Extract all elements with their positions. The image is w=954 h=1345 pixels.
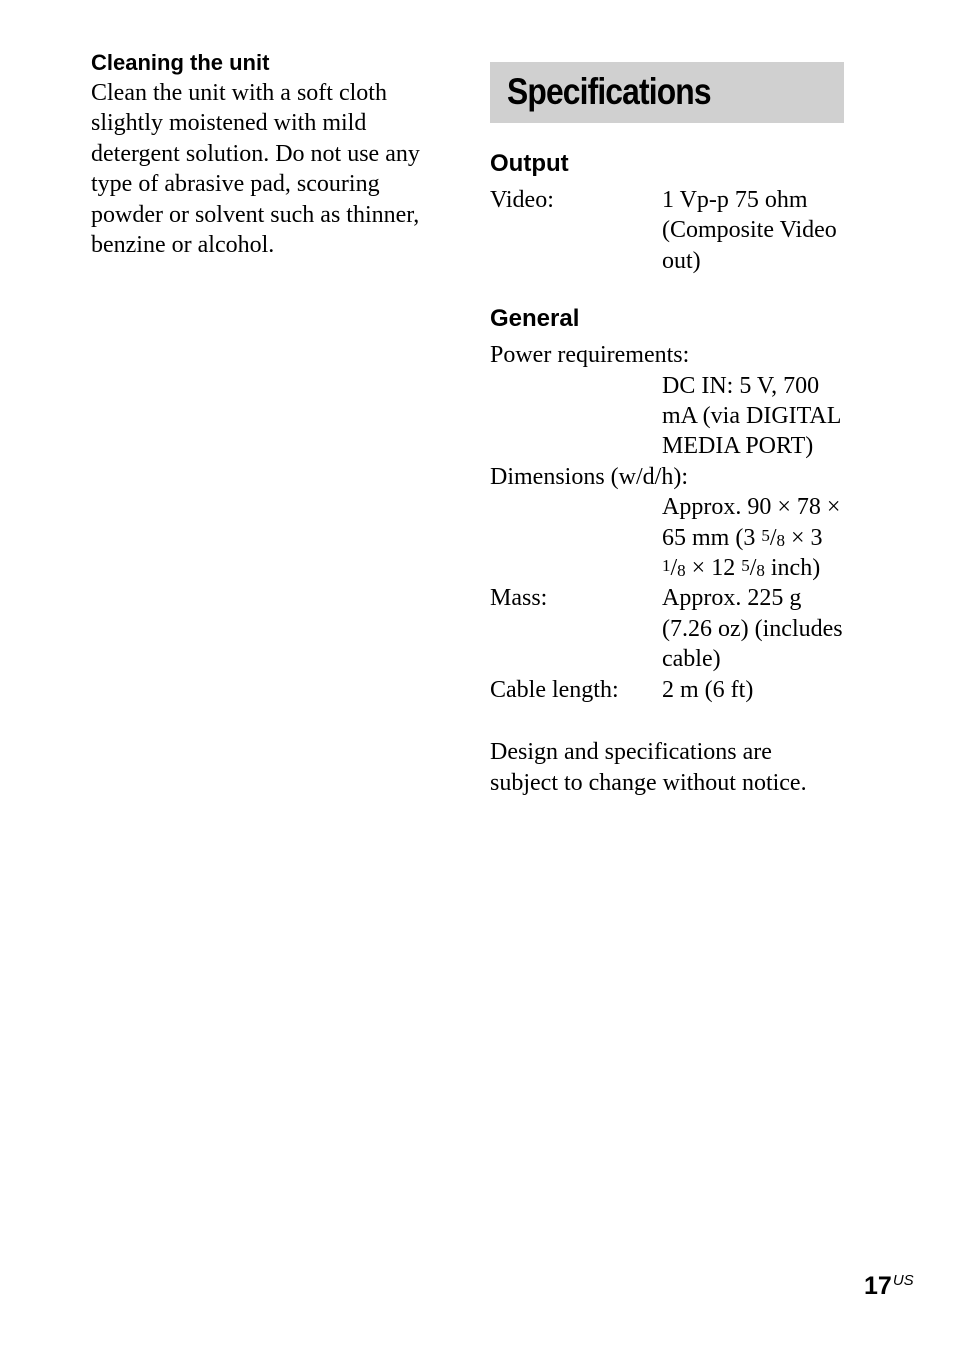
frac2-denominator: 8 [677, 561, 686, 581]
frac3-denominator: 8 [756, 561, 765, 581]
specifications-banner [490, 62, 844, 123]
dimensions-label: Dimensions (w/d/h): [490, 463, 688, 490]
dimensions-part2: × 3 [785, 524, 823, 551]
mass-label: Mass: [490, 585, 548, 612]
general-heading: General [490, 305, 580, 333]
frac1-denominator: 8 [776, 530, 785, 550]
spec-row-cable-length [490, 675, 844, 705]
cleaning-body: Clean the unit with a soft cloth slightly moistened with mild detergent solution. Do not use any type of abrasive pad, scouring powder or solvent such as thinner, benzine or alcohol. [91, 80, 420, 259]
video-label: Video: [490, 187, 554, 213]
power-label: Power requirements: [490, 342, 690, 369]
power-value: DC IN: 5 V, 700 mA (via DIGITAL MEDIA PORT) [662, 372, 841, 460]
page-number-value: 17 [864, 1272, 892, 1300]
dimensions-part1: Approx. 90 × 78 × 65 mm (3 [662, 494, 841, 551]
frac1-numerator: 5 [761, 525, 770, 545]
output-heading: Output [490, 150, 569, 177]
mass-value: Approx. 225 g (7.26 oz) (includes cable) [662, 585, 843, 673]
cleaning-heading: Cleaning the unit [91, 50, 270, 75]
frac2-numerator: 1 [662, 556, 671, 576]
page-number [864, 1266, 914, 1301]
spec-row-mass [490, 583, 844, 674]
dimensions-part3: × 12 [685, 555, 742, 582]
dimensions-value: Approx. 90 × 78 × 65 mm (3 $^5/_8 \times 3$ $^1/_8 \times 12$ $^5/_8$ inch) [662, 494, 841, 582]
specifications-title: Specifications [507, 71, 711, 113]
spec-row-video [490, 185, 844, 276]
cleaning-section [91, 48, 451, 260]
specifications-note: Design and specifications are subject to change without notice. [490, 739, 807, 796]
cable-length-label: Cable length: [490, 676, 619, 703]
dimensions-part4: inch) [764, 555, 821, 582]
frac3-numerator: 5 [741, 556, 750, 576]
cable-length-value: 2 m (6 ft) [662, 676, 754, 703]
specifications-section [490, 62, 844, 798]
video-value: 1 Vp-p 75 ohm (Composite Video out) [662, 187, 837, 274]
page-number-suffix: US [892, 1272, 914, 1289]
